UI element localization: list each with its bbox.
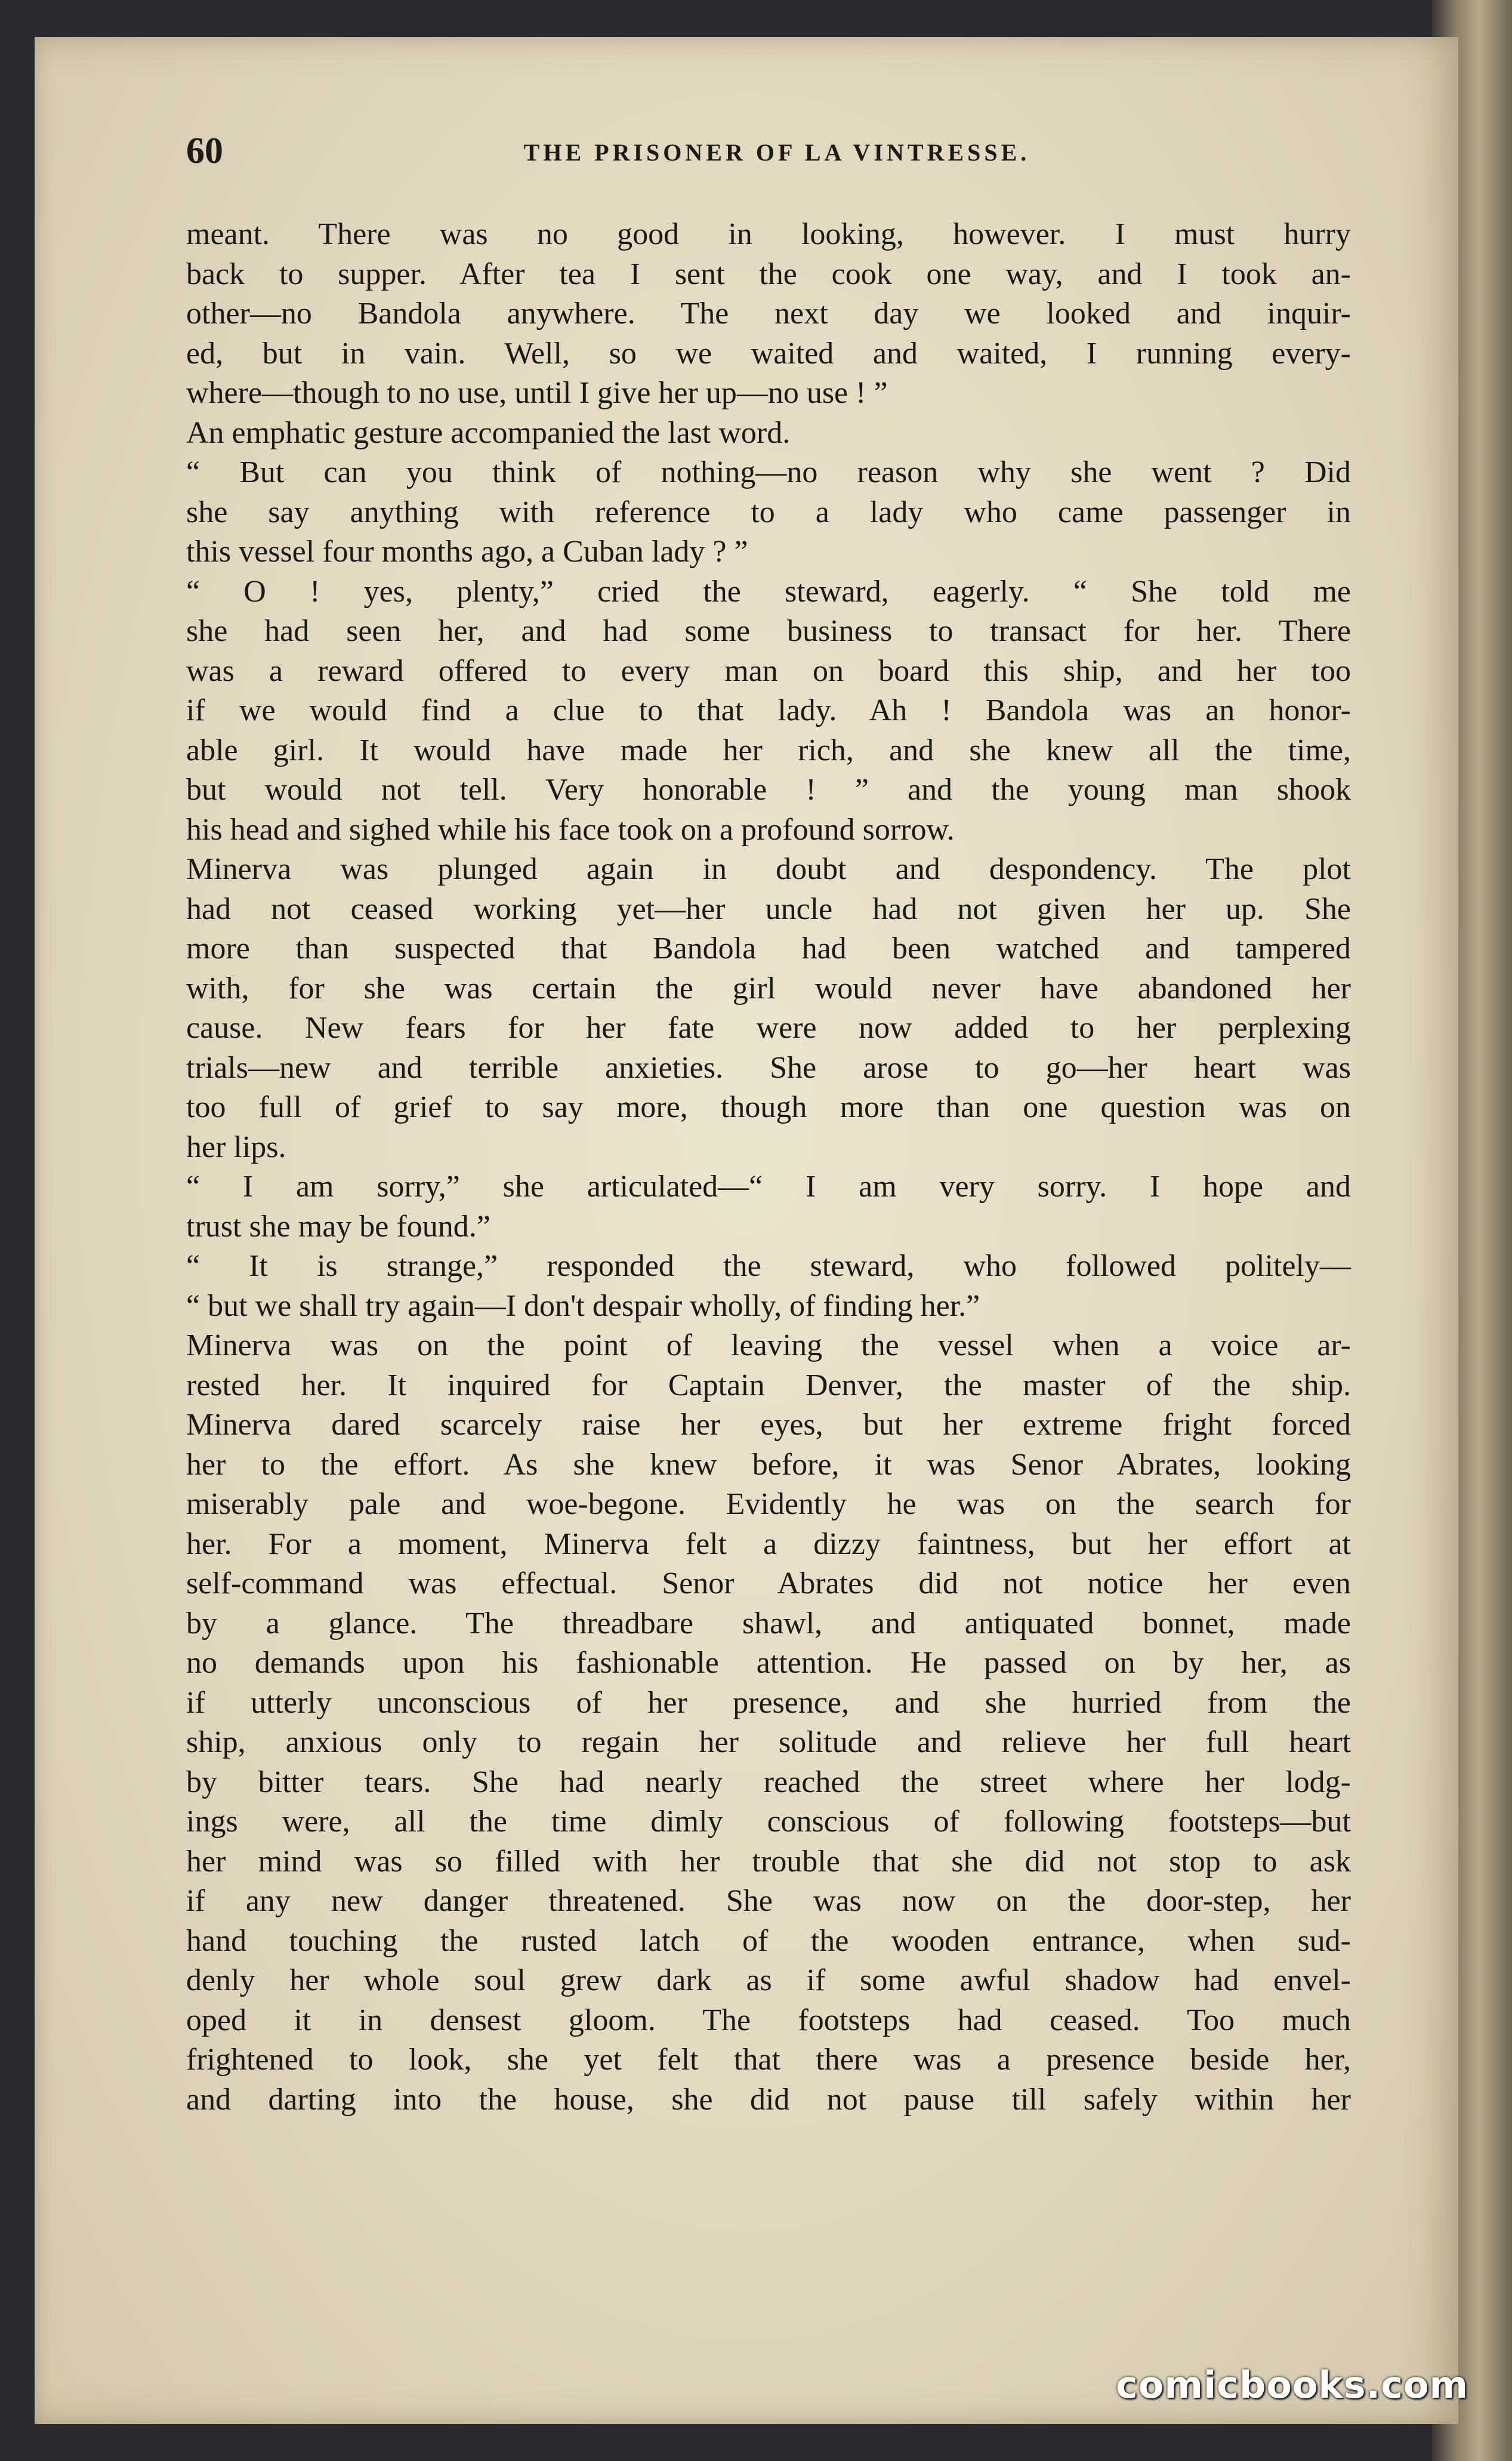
text-line: her mind was so filled with her trouble that she did not stop to ask (186, 1844, 1351, 1879)
text-line: with, for she was certain the girl would never have abandoned her (186, 971, 1351, 1006)
text-line: “ O ! yes, plenty,” cried the steward, eagerly. “ She told me (186, 574, 1351, 609)
text-line: ship, anxious only to regain her solitude and relieve her full heart (186, 1725, 1351, 1759)
text-line: trials—new and terrible anxieties. She arose to go—her heart was (186, 1050, 1351, 1085)
text-line: and darting into the house, she did not pause till safely within her (186, 2082, 1351, 2117)
watermark-logo: comicbooks.com (1116, 2363, 1469, 2407)
text-line: back to supper. After tea I sent the cook one way, and I took an- (186, 257, 1351, 291)
text-line: An emphatic gesture accompanied the last word. (186, 415, 791, 450)
text-line: Minerva dared scarcely raise her eyes, but her extreme fright forced (186, 1408, 1351, 1442)
text-line: her lips. (186, 1130, 286, 1164)
text-line: rested her. It inquired for Captain Denver, the master of the ship. (186, 1368, 1351, 1402)
text-line: oped it in densest gloom. The footsteps had ceased. Too much (186, 2003, 1351, 2037)
text-line: if we would find a clue to that lady. Ah ! Bandola was an honor- (186, 693, 1351, 727)
page-header (186, 130, 1368, 172)
text-line: other—no Bandola anywhere. The next day we looked and inquir- (186, 297, 1351, 331)
text-line: more than suspected that Bandola had been watched and tampered (186, 932, 1351, 966)
text-line: meant. There was no good in looking, however. I must hurry (186, 217, 1351, 251)
text-line: denly her whole soul grew dark as if some awful shadow had envel- (186, 1963, 1351, 1997)
text-line: her. For a moment, Minerva felt a dizzy faintness, but her effort at (186, 1526, 1351, 1561)
running-title: THE PRISONER OF LA VINTRESSE. (523, 139, 1030, 166)
text-line: miserably pale and woe-begone. Evidently he was on the search for (186, 1487, 1351, 1521)
text-line: too full of grief to say more, though more than one question was on (186, 1090, 1351, 1124)
page-number: 60 (186, 131, 223, 171)
body-text (186, 215, 1351, 2120)
text-line: was a reward offered to every man on board this ship, and her too (186, 653, 1351, 688)
text-line: able girl. It would have made her rich, and she knew all the time, (186, 733, 1351, 767)
text-line: hand touching the rusted latch of the wooden entrance, when sud- (186, 1923, 1351, 1958)
text-line: his head and sighed while his face took on a profound sorrow. (186, 812, 955, 847)
text-line: her to the effort. As she knew before, it was Senor Abrates, looking (186, 1447, 1351, 1482)
text-line: “ I am sorry,” she articulated—“ I am very sorry. I hope and (186, 1170, 1351, 1204)
text-line: Minerva was on the point of leaving the vessel when a voice ar- (186, 1328, 1351, 1362)
text-line: had not ceased working yet—her uncle had not given her up. She (186, 892, 1351, 926)
text-line: frightened to look, she yet felt that there was a presence beside her, (186, 2043, 1351, 2077)
text-line: if any new danger threatened. She was now on the door-step, her (186, 1884, 1351, 1918)
text-line: she say anything with reference to a lady who came passenger in (186, 495, 1351, 529)
text-line: where—though to no use, until I give her up—no use ! ” (186, 376, 888, 410)
text-line: but would not tell. Very honorable ! ” and the young man shook (186, 773, 1351, 807)
text-line: Minerva was plunged again in doubt and despondency. The plot (186, 852, 1351, 886)
text-line: “ But can you think of nothing—no reason why she went ? Did (186, 455, 1351, 489)
text-line: trust she may be found.” (186, 1209, 490, 1244)
text-line: no demands upon his fashionable attention. He passed on by her, as (186, 1646, 1351, 1680)
text-line: ed, but in vain. Well, so we waited and waited, I running every- (186, 336, 1351, 371)
text-line: by bitter tears. She had nearly reached the street where her lodg- (186, 1765, 1351, 1799)
text-line: this vessel four months ago, a Cuban lady ? ” (186, 535, 748, 569)
text-line: cause. New fears for her fate were now added to her perplexing (186, 1011, 1351, 1045)
text-line: by a glance. The threadbare shawl, and antiquated bonnet, made (186, 1606, 1351, 1640)
text-line: if utterly unconscious of her presence, and she hurried from the (186, 1685, 1351, 1720)
text-line: ings were, all the time dimly conscious of following footsteps—but (186, 1805, 1351, 1839)
text-line: “ It is strange,” responded the steward, who followed politely— (186, 1249, 1351, 1283)
text-line: “ but we shall try again—I don't despair wholly, of finding her.” (186, 1288, 980, 1323)
text-line: she had seen her, and had some business to transact for her. There (186, 614, 1351, 648)
text-line: self-command was effectual. Senor Abrates did not notice her even (186, 1566, 1351, 1600)
